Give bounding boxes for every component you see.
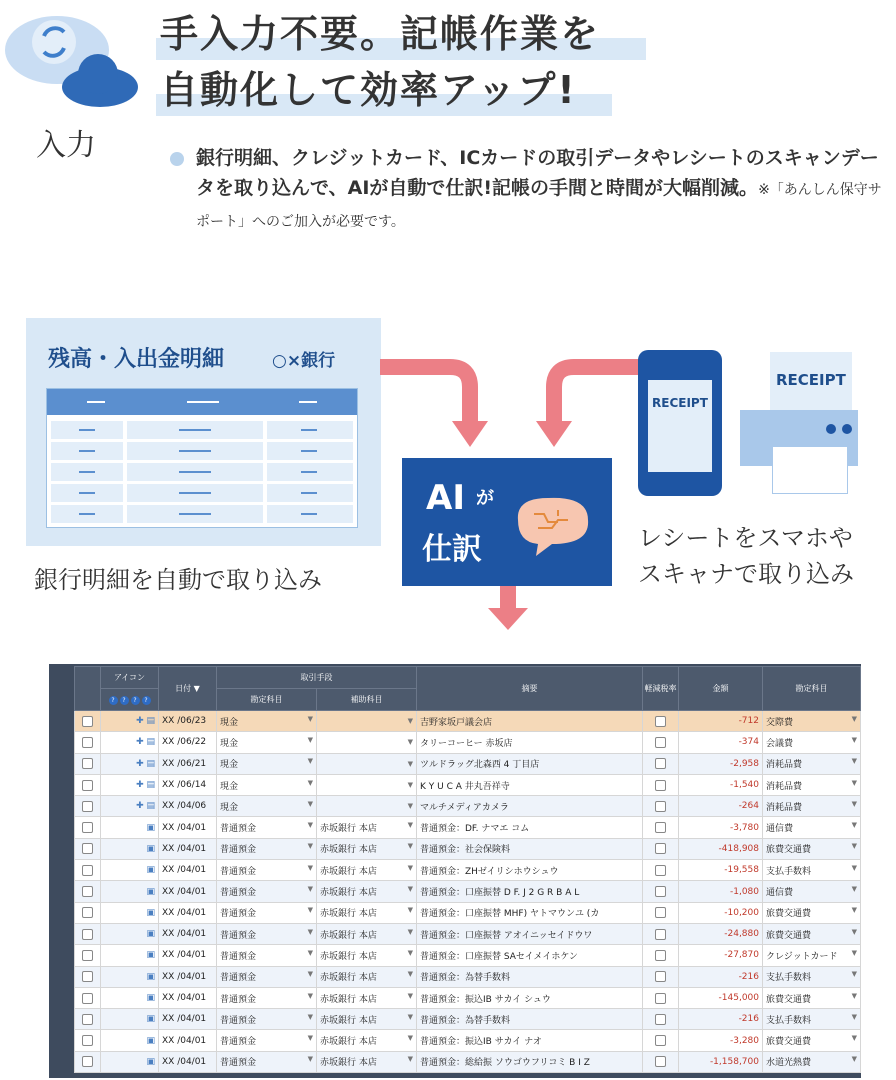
row-checkbox[interactable] (75, 1051, 101, 1072)
scanner-light-icon (842, 424, 852, 434)
row-date: XX /04/01 (159, 1009, 217, 1030)
table-row[interactable] (75, 774, 861, 795)
row-category[interactable]: 旅費交通費 ▼ (763, 902, 861, 923)
row-reduced-tax-checkbox[interactable] (643, 732, 679, 753)
row-icon[interactable]: ▣ (101, 902, 159, 923)
row-date: XX /04/06 (159, 796, 217, 817)
table-row[interactable] (75, 923, 861, 944)
row-date: XX /04/01 (159, 860, 217, 881)
row-summary[interactable]: 普通預金：為替手数料 (417, 1009, 643, 1030)
row-icon[interactable]: ✚ ▤ (101, 753, 159, 774)
row-reduced-tax-checkbox[interactable] (643, 881, 679, 902)
row-icon[interactable]: ✚ ▤ (101, 796, 159, 817)
table-row[interactable] (75, 711, 861, 732)
row-account[interactable]: 普通預金 ▼ (217, 838, 317, 859)
row-reduced-tax-checkbox[interactable] (643, 860, 679, 881)
row-account[interactable]: 普通預金 ▼ (217, 1009, 317, 1030)
row-account[interactable]: 現金 ▼ (217, 796, 317, 817)
row-date: XX /06/22 (159, 732, 217, 753)
row-icon[interactable]: ▣ (101, 860, 159, 881)
row-account[interactable]: 普通預金 ▼ (217, 1030, 317, 1051)
row-date: XX /04/01 (159, 1030, 217, 1051)
table-row[interactable] (75, 796, 861, 817)
mini-table-row (51, 484, 353, 502)
row-sub-account[interactable]: 赤坂銀行 本店 ▼ (317, 966, 417, 987)
row-reduced-tax-checkbox[interactable] (643, 902, 679, 923)
bank-name: ○×銀行 (272, 351, 336, 371)
row-amount[interactable]: -1,080 (679, 881, 763, 902)
row-checkbox[interactable] (75, 774, 101, 795)
row-checkbox[interactable] (75, 881, 101, 902)
arrow-down-icon (534, 355, 644, 455)
row-date: XX /06/21 (159, 753, 217, 774)
table-row[interactable] (75, 1009, 861, 1030)
row-category[interactable]: 旅費交通費 ▼ (763, 987, 861, 1008)
row-category[interactable]: 消耗品費 ▼ (763, 796, 861, 817)
table-row[interactable] (75, 1030, 861, 1051)
journal-label: 仕訳 (422, 532, 482, 567)
row-checkbox[interactable] (75, 711, 101, 732)
table-row[interactable] (75, 987, 861, 1008)
row-account[interactable]: 普通預金 ▼ (217, 966, 317, 987)
statement-table-icon (46, 388, 358, 528)
table-row[interactable] (75, 881, 861, 902)
row-amount[interactable]: -712 (679, 711, 763, 732)
row-amount[interactable]: -374 (679, 732, 763, 753)
row-reduced-tax-checkbox[interactable] (643, 923, 679, 944)
row-sub-account[interactable]: 赤坂銀行 本店 ▼ (317, 838, 417, 859)
row-account[interactable]: 普通預金 ▼ (217, 817, 317, 838)
row-date: XX /04/01 (159, 838, 217, 859)
table-row[interactable] (75, 838, 861, 859)
row-sub-account[interactable]: 赤坂銀行 本店 ▼ (317, 860, 417, 881)
bank-title: 残高・入出金明細 (48, 347, 225, 372)
table-row[interactable] (75, 753, 861, 774)
arrow-down-icon (488, 584, 528, 632)
col-method: 取引手段 (217, 667, 417, 689)
row-summary[interactable]: 普通預金：ZHゼイリシホウシュウ (417, 860, 643, 881)
row-reduced-tax-checkbox[interactable] (643, 711, 679, 732)
row-amount[interactable]: -3,780 (679, 817, 763, 838)
row-amount[interactable]: -216 (679, 966, 763, 987)
row-icon[interactable]: ▣ (101, 966, 159, 987)
row-account[interactable]: 現金 ▼ (217, 732, 317, 753)
row-date: XX /04/01 (159, 902, 217, 923)
row-icon[interactable]: ▣ (101, 987, 159, 1008)
row-sub-account[interactable]: ▼ (317, 732, 417, 753)
row-category[interactable]: 支払手数料 ▼ (763, 966, 861, 987)
row-icon[interactable]: ▣ (101, 1009, 159, 1030)
row-account[interactable]: 普通預金 ▼ (217, 923, 317, 944)
row-date: XX /04/01 (159, 966, 217, 987)
row-category[interactable]: 会議費 ▼ (763, 732, 861, 753)
row-sub-account[interactable]: 赤坂銀行 本店 ▼ (317, 945, 417, 966)
row-sub-account[interactable]: 赤坂銀行 本店 ▼ (317, 923, 417, 944)
description-note: ※「あんしん保守サポート」へのご加入が必要です。 (196, 182, 882, 230)
row-amount[interactable]: -27,870 (679, 945, 763, 966)
help-icons[interactable]: ? ? ? ? (101, 689, 159, 711)
row-sub-account[interactable]: 赤坂銀行 本店 ▼ (317, 1009, 417, 1030)
row-date: XX /06/14 (159, 774, 217, 795)
row-summary[interactable]: 普通預金：振込IB サカイ ナオ (417, 1030, 643, 1051)
row-icon[interactable]: ▣ (101, 1051, 159, 1072)
row-account[interactable]: 普通預金 ▼ (217, 987, 317, 1008)
row-checkbox[interactable] (75, 1030, 101, 1051)
description: 銀行明細、クレジットカード、ICカードの取引データやレシートのスキャンデータを取り込んで、AIが自動で仕訳!記帳の手間と時間が大幅削減。※「あんしん保守サポート」へのご加入が必要です。 (196, 147, 882, 230)
row-date: XX /06/23 (159, 711, 217, 732)
row-icon[interactable]: ▣ (101, 838, 159, 859)
mini-table-row (51, 421, 353, 439)
row-account[interactable]: 普通預金 ▼ (217, 860, 317, 881)
row-account[interactable]: 現金 ▼ (217, 753, 317, 774)
row-category[interactable]: クレジットカード ▼ (763, 945, 861, 966)
row-summary[interactable]: 普通預金：口座振替 MHF) ヤトマウンユ (カ (417, 902, 643, 923)
row-date: XX /04/01 (159, 923, 217, 944)
col-icon: アイコン (101, 667, 159, 689)
row-sub-account[interactable]: 赤坂銀行 本店 ▼ (317, 987, 417, 1008)
row-summary[interactable]: 普通預金：口座振替 D F. J 2 G R B A L (417, 881, 643, 902)
row-amount[interactable]: -145,000 (679, 987, 763, 1008)
row-sub-account[interactable]: ▼ (317, 796, 417, 817)
arrow-down-icon (380, 355, 490, 455)
row-checkbox[interactable] (75, 796, 101, 817)
row-amount[interactable]: -216 (679, 1009, 763, 1030)
row-amount[interactable]: -3,280 (679, 1030, 763, 1051)
row-checkbox[interactable] (75, 838, 101, 859)
table-row[interactable] (75, 966, 861, 987)
table-row[interactable] (75, 817, 861, 838)
row-reduced-tax-checkbox[interactable] (643, 796, 679, 817)
row-category[interactable]: 旅費交通費 ▼ (763, 838, 861, 859)
row-date: XX /04/01 (159, 817, 217, 838)
row-summary[interactable]: 普通預金：DF. ナマエ コム (417, 817, 643, 838)
row-icon[interactable]: ▣ (101, 817, 159, 838)
row-icon[interactable]: ▣ (101, 881, 159, 902)
row-date: XX /04/01 (159, 987, 217, 1008)
ai-label: AI (426, 478, 465, 518)
row-category[interactable]: 通信費 ▼ (763, 881, 861, 902)
row-reduced-tax-checkbox[interactable] (643, 966, 679, 987)
row-category[interactable]: 旅費交通費 ▼ (763, 1030, 861, 1051)
section-label: 入力 (36, 128, 96, 163)
row-category[interactable]: 旅費交通費 ▼ (763, 923, 861, 944)
row-date: XX /04/01 (159, 1051, 217, 1072)
row-summary[interactable]: マルチメディアカメラ (417, 796, 643, 817)
row-sub-account[interactable]: 赤坂銀行 本店 ▼ (317, 881, 417, 902)
scanner-light-icon (826, 424, 836, 434)
phone-receipt-label: RECEIPT (652, 396, 708, 410)
table-row[interactable] (75, 945, 861, 966)
row-account[interactable]: 普通預金 ▼ (217, 881, 317, 902)
row-reduced-tax-checkbox[interactable] (643, 945, 679, 966)
row-account[interactable]: 普通預金 ▼ (217, 945, 317, 966)
table-row[interactable] (75, 902, 861, 923)
row-account[interactable]: 現金 ▼ (217, 774, 317, 795)
row-date: XX /04/01 (159, 881, 217, 902)
row-checkbox[interactable] (75, 1009, 101, 1030)
row-summary[interactable]: 普通預金：振込IB サカイ シュウ (417, 987, 643, 1008)
col-reduced-tax: 軽減税率 (643, 667, 679, 711)
row-summary[interactable]: 普通預金：口座振替 SAセイメイホケン (417, 945, 643, 966)
row-checkbox[interactable] (75, 860, 101, 881)
table-row[interactable] (75, 732, 861, 753)
row-icon[interactable]: ✚ ▤ (101, 711, 159, 732)
headline: 手入力不要。記帳作業を (160, 12, 601, 56)
row-amount[interactable]: -264 (679, 796, 763, 817)
row-reduced-tax-checkbox[interactable] (643, 817, 679, 838)
row-summary[interactable]: K Y U C A 井丸吾祥寺 (417, 774, 643, 795)
row-icon[interactable]: ✚ ▤ (101, 732, 159, 753)
row-checkbox[interactable] (75, 987, 101, 1008)
row-account[interactable]: 現金 ▼ (217, 711, 317, 732)
row-amount[interactable]: -418,908 (679, 838, 763, 859)
table-row[interactable] (75, 860, 861, 881)
row-reduced-tax-checkbox[interactable] (643, 774, 679, 795)
cloud-sync-icon (2, 2, 142, 112)
row-icon[interactable]: ▣ (101, 1030, 159, 1051)
receipt-caption: レシートをスマホや スキャナで取り込み (638, 524, 854, 588)
table-row[interactable] (75, 1051, 861, 1072)
row-checkbox[interactable] (75, 945, 101, 966)
row-reduced-tax-checkbox[interactable] (643, 1009, 679, 1030)
col-sub-account: 補助科目 (317, 689, 417, 711)
row-sub-account[interactable]: 赤坂銀行 本店 ▼ (317, 1051, 417, 1072)
row-category[interactable]: 消耗品費 ▼ (763, 774, 861, 795)
row-checkbox[interactable] (75, 923, 101, 944)
row-amount[interactable]: -1,540 (679, 774, 763, 795)
row-category[interactable]: 支払手数料 ▼ (763, 1009, 861, 1030)
mini-table-row (51, 505, 353, 523)
mini-table-row (51, 442, 353, 460)
row-sub-account[interactable]: ▼ (317, 753, 417, 774)
row-reduced-tax-checkbox[interactable] (643, 987, 679, 1008)
row-checkbox[interactable] (75, 902, 101, 923)
row-sub-account[interactable]: ▼ (317, 711, 417, 732)
mini-table-row (51, 463, 353, 481)
printer-receipt-label: RECEIPT (776, 371, 846, 389)
row-sub-account[interactable]: 赤坂銀行 本店 ▼ (317, 1030, 417, 1051)
row-checkbox[interactable] (75, 753, 101, 774)
row-icon[interactable]: ▣ (101, 945, 159, 966)
col-account: 勘定科目 (217, 689, 317, 711)
row-category[interactable]: 交際費 ▼ (763, 711, 861, 732)
row-amount[interactable]: -2,958 (679, 753, 763, 774)
row-summary[interactable]: 吉野家坂戸議会店 (417, 711, 643, 732)
bank-caption: 銀行明細を自動で取り込み (34, 566, 322, 594)
row-amount[interactable]: -1,158,700 (679, 1051, 763, 1072)
brain-icon (508, 490, 596, 560)
col-summary: 摘要 (417, 667, 643, 711)
row-sub-account[interactable]: 赤坂銀行 本店 ▼ (317, 902, 417, 923)
row-amount[interactable]: -10,200 (679, 902, 763, 923)
transactions-table (74, 666, 861, 1073)
phone-receipt (648, 380, 712, 472)
col-amount: 金額 (679, 667, 763, 711)
row-category[interactable]: 通信費 ▼ (763, 817, 861, 838)
row-summary[interactable]: ツルドラッグ北森西 4 丁目店 (417, 753, 643, 774)
row-category[interactable]: 消耗品費 ▼ (763, 753, 861, 774)
row-icon[interactable]: ▣ (101, 923, 159, 944)
row-reduced-tax-checkbox[interactable] (643, 1030, 679, 1051)
row-summary[interactable]: 普通預金：社会保険料 (417, 838, 643, 859)
row-category[interactable]: 支払手数料 ▼ (763, 860, 861, 881)
bullet-icon (170, 152, 184, 166)
row-summary[interactable]: 普通預金：口座振替 アオイニッセイドウワ (417, 923, 643, 944)
row-date: XX /04/01 (159, 945, 217, 966)
row-checkbox[interactable] (75, 966, 101, 987)
row-reduced-tax-checkbox[interactable] (643, 1051, 679, 1072)
row-category[interactable]: 水道光熱費 ▼ (763, 1051, 861, 1072)
row-icon[interactable]: ✚ ▤ (101, 774, 159, 795)
row-summary[interactable]: 普通預金：総給振 ソウゴウフリコミ B I Z (417, 1051, 643, 1072)
headline: 自動化して効率アップ! (160, 68, 577, 112)
row-summary[interactable]: タリーコーヒー 赤坂店 (417, 732, 643, 753)
row-summary[interactable]: 普通預金：為替手数料 (417, 966, 643, 987)
row-sub-account[interactable]: 赤坂銀行 本店 ▼ (317, 817, 417, 838)
col-check (75, 667, 101, 711)
row-amount[interactable]: -19,558 (679, 860, 763, 881)
ai-label-ga: が (476, 488, 494, 509)
col-category: 勘定科目 (763, 667, 861, 711)
row-checkbox[interactable] (75, 817, 101, 838)
scanner-paper (772, 446, 848, 494)
col-date[interactable]: 日付 ▼ (159, 667, 217, 711)
row-checkbox[interactable] (75, 732, 101, 753)
row-amount[interactable]: -24,880 (679, 923, 763, 944)
row-reduced-tax-checkbox[interactable] (643, 753, 679, 774)
row-account[interactable]: 普通預金 ▼ (217, 1051, 317, 1072)
row-sub-account[interactable]: ▼ (317, 774, 417, 795)
row-reduced-tax-checkbox[interactable] (643, 838, 679, 859)
row-account[interactable]: 普通預金 ▼ (217, 902, 317, 923)
